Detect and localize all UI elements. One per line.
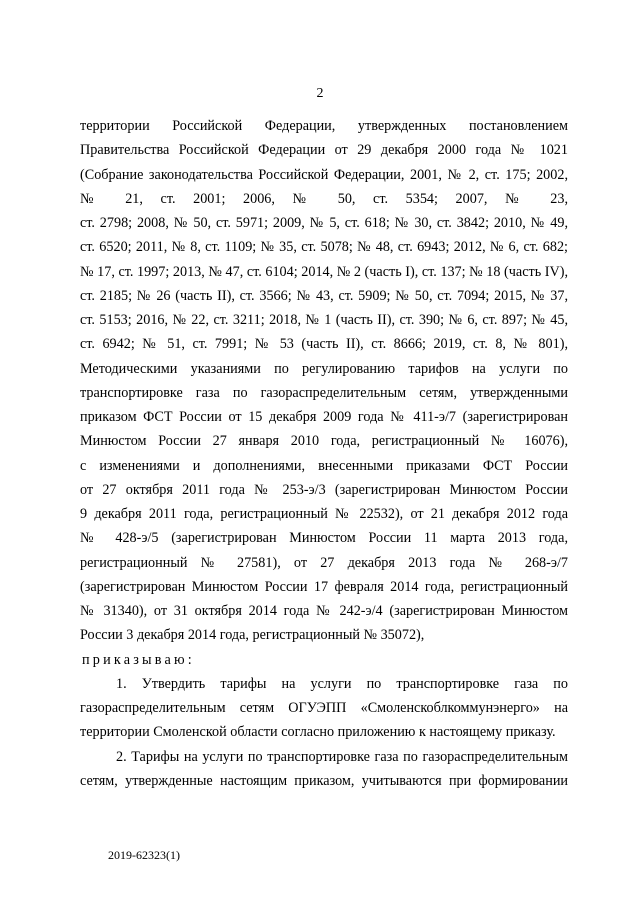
text-line: ст. 6520; 2011, № 8, ст. 1109; № 35, ст. 5078; № 48, ст. 6943; 2012, № 6, ст. 682; bbox=[80, 239, 568, 256]
text-line: № 428-э/5 (зарегистрирован Минюстом России 11 марта 2013 года, bbox=[80, 530, 568, 547]
text-line: регистрационный № 27581), от 27 декабря 2013 года № 268-э/7 bbox=[80, 554, 568, 571]
item-2-line: 2. Тарифы на услуги по транспортировке газа по газораспределительным bbox=[116, 748, 568, 765]
text-line: ст. 2185; № 26 (часть II), ст. 3566; № 43, ст. 5909; № 50, ст. 7094; 2015, № 37, bbox=[80, 287, 568, 304]
document-body bbox=[80, 114, 568, 793]
text-line: России 3 декабря 2014 года, регистрационный № 35072), bbox=[80, 627, 425, 644]
order-word: приказываю: bbox=[82, 651, 195, 668]
text-line: № 31340), от 31 октября 2014 года № 242-э/4 (зарегистрирован Минюстом bbox=[80, 603, 568, 619]
item-1-line: территории Смоленской области согласно приложению к настоящему приказу. bbox=[80, 724, 556, 741]
text-line: ст. 6942; № 51, ст. 7991; № 53 (часть II), ст. 8666; 2019, ст. 8, № 801), bbox=[80, 336, 568, 353]
text-line: с изменениями и дополнениями, внесенными приказами ФСТ России bbox=[80, 457, 568, 474]
page-number: 2 bbox=[316, 86, 324, 101]
item-1-line: 1. Утвердить тарифы на услуги по транспортировке газа по bbox=[116, 675, 568, 692]
text-line: ст. 2798; 2008, № 50, ст. 5971; 2009, № 5, ст. 618; № 30, ст. 3842; 2010, № 49, bbox=[80, 215, 568, 231]
item-1-line: газораспределительным сетям ОГУЭПП «Смоленскоблкоммунэнерго» на bbox=[80, 700, 568, 716]
text-line: Правительства Российской Федерации от 29 декабря 2000 года № 1021 bbox=[80, 142, 568, 159]
text-line: приказом ФСТ России от 15 декабря 2009 года № 411-э/7 (зарегистрирован bbox=[80, 409, 568, 425]
text-line: № 17, ст. 1997; 2013, № 47, ст. 6104; 2014, № 2 (часть I), ст. 137; № 18 (часть IV), bbox=[80, 263, 568, 280]
item-2-line: сетям, утвержденные настоящим приказом, учитываются при формировании bbox=[80, 772, 568, 789]
text-line: Минюстом России 27 января 2010 года, регистрационный № 16076), bbox=[80, 433, 568, 450]
text-line: от 27 октября 2011 года № 253-э/3 (зарегистрирован Минюстом России bbox=[80, 481, 568, 498]
text-line: (Собрание законодательства Российской Федерации, 2001, № 2, ст. 175; 2002, bbox=[80, 166, 568, 183]
text-line: 9 декабря 2011 года, регистрационный № 22532), от 21 декабря 2012 года bbox=[80, 506, 568, 522]
text-line: (зарегистрирован Минюстом России 17 февраля 2014 года, регистрационный bbox=[80, 578, 568, 595]
text-line: транспортировке газа по газораспределительным сетям, утвержденными bbox=[80, 384, 568, 401]
text-line: ст. 5153; 2016, № 22, ст. 3211; 2018, № 1 (часть II), ст. 390; № 6, ст. 897; № 45, bbox=[80, 312, 568, 328]
text-line: Методическими указаниями по регулированию тарифов на услуги по bbox=[80, 360, 568, 377]
document-code: 2019-62323(1) bbox=[108, 848, 180, 862]
text-line: № 21, ст. 2001; 2006, № 50, ст. 5354; 2007, № 23, bbox=[80, 190, 568, 207]
text-line: территории Российской Федерации, утвержденных постановлением bbox=[80, 118, 568, 134]
